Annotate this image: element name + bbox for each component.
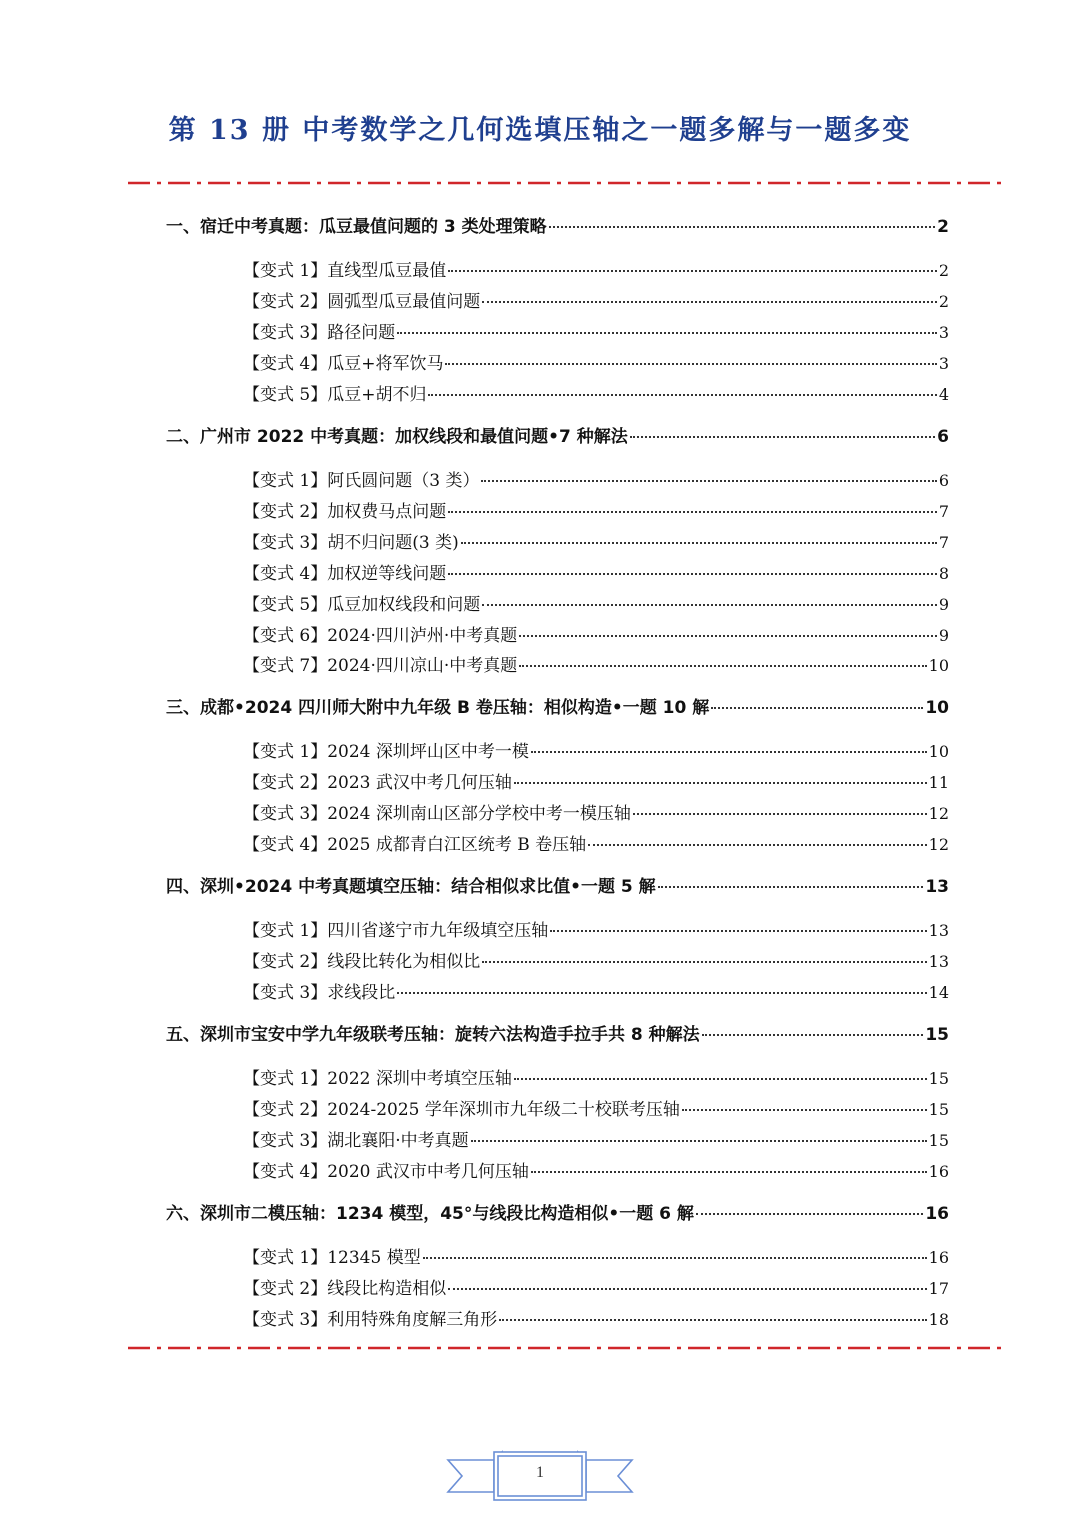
- toc-section[interactable]: [166, 212, 949, 237]
- dot-leader: [397, 992, 926, 994]
- toc-page-number: 7: [938, 533, 949, 552]
- toc-item-title: 【变式 2】2024-2025 学年深圳市九年级二十校联考压轴: [243, 1100, 680, 1120]
- dot-leader: [397, 332, 937, 334]
- toc-item-title: 【变式 6】2024·四川泸州·中考真题: [243, 626, 518, 646]
- dot-leader: [445, 363, 936, 365]
- toc-item[interactable]: [243, 256, 949, 281]
- toc-item-title: 【变式 1】2022 深圳中考填空压轴: [243, 1069, 512, 1089]
- toc-page-number: 15: [928, 1069, 949, 1088]
- dot-leader: [630, 436, 935, 438]
- toc-section-title: 一、宿迁中考真题：瓜豆最值问题的 3 类处理策略: [166, 217, 547, 237]
- toc-item[interactable]: [243, 559, 949, 584]
- toc-page-number: 10: [928, 656, 949, 675]
- dot-leader: [682, 1109, 927, 1111]
- toc-item-title: 【变式 1】四川省遂宁市九年级填空压轴: [243, 921, 549, 941]
- toc-section-title: 四、深圳•2024 中考真题填空压轴：结合相似求比值•一题 5 解: [166, 877, 656, 897]
- toc-item[interactable]: [243, 737, 949, 762]
- toc-item[interactable]: [243, 1095, 949, 1120]
- toc-page-number: 15: [925, 1025, 949, 1045]
- toc-item[interactable]: [243, 799, 949, 824]
- toc-page-number: 17: [928, 1279, 949, 1298]
- toc-item-title: 【变式 2】线段比转化为相似比: [243, 952, 481, 972]
- page-number-ribbon: [446, 1446, 634, 1506]
- dot-leader: [711, 707, 923, 709]
- toc-item-title: 【变式 4】瓜豆+将军饮马: [243, 354, 444, 374]
- dot-leader: [448, 1288, 926, 1290]
- toc-item[interactable]: [243, 497, 949, 522]
- dot-leader: [702, 1034, 924, 1036]
- toc-page-number: 6: [938, 471, 949, 490]
- toc-page-number: 14: [928, 983, 949, 1002]
- dot-leader: [448, 573, 937, 575]
- toc-item[interactable]: [243, 1305, 949, 1330]
- toc-item[interactable]: [243, 768, 949, 793]
- toc-page-number: 8: [938, 564, 949, 583]
- toc-item[interactable]: [243, 1157, 949, 1182]
- toc-item-title: 【变式 5】瓜豆+胡不归: [243, 385, 427, 405]
- dot-leader: [550, 930, 926, 932]
- toc-page-number: 15: [928, 1131, 949, 1150]
- toc-item[interactable]: [243, 978, 949, 1003]
- toc-section[interactable]: [166, 693, 949, 718]
- toc-item[interactable]: [243, 1243, 949, 1268]
- toc-item-title: 【变式 4】2025 成都青白江区统考 B 卷压轴: [243, 835, 587, 855]
- toc-item[interactable]: [243, 466, 949, 491]
- toc-page-number: 2: [938, 292, 949, 311]
- toc-page-number: 6: [937, 427, 949, 447]
- toc-page-number: 4: [938, 385, 949, 404]
- toc-page-number: 12: [928, 804, 949, 823]
- toc-item-title: 【变式 1】12345 模型: [243, 1248, 421, 1268]
- toc-item-title: 【变式 1】阿氏圆问题（3 类）: [243, 471, 480, 491]
- toc-page-number: 15: [928, 1100, 949, 1119]
- top-divider: [128, 181, 1008, 185]
- document-title: 第 13 册 中考数学之几何选填压轴之一题多解与一题多变: [168, 115, 912, 146]
- toc-page-number: 12: [928, 835, 949, 854]
- toc-item[interactable]: [243, 1064, 949, 1089]
- page-number: 1: [536, 1464, 544, 1481]
- dot-leader: [531, 1171, 927, 1173]
- toc-section[interactable]: [166, 1199, 949, 1224]
- toc-page-number: 13: [928, 921, 949, 940]
- toc-item-title: 【变式 1】2024 深圳坪山区中考一模: [243, 742, 529, 762]
- toc-item-title: 【变式 2】2023 武汉中考几何压轴: [243, 773, 512, 793]
- toc-item[interactable]: [243, 651, 949, 676]
- toc-item[interactable]: [243, 1126, 949, 1151]
- toc-item[interactable]: [243, 947, 949, 972]
- toc-item-title: 【变式 4】2020 武汉市中考几何压轴: [243, 1162, 529, 1182]
- toc-page-number: 11: [928, 773, 949, 792]
- toc-page-number: 10: [925, 698, 949, 718]
- toc-page-number: 13: [925, 877, 949, 897]
- dot-leader: [482, 961, 926, 963]
- dot-leader: [531, 751, 927, 753]
- toc-page-number: 2: [938, 261, 949, 280]
- toc-section-title: 三、成都•2024 四川师大附中九年级 B 卷压轴：相似构造•一题 10 解: [166, 698, 710, 718]
- toc-item[interactable]: [243, 287, 949, 312]
- dot-leader: [658, 886, 924, 888]
- toc-section[interactable]: [166, 872, 949, 897]
- dot-leader: [514, 782, 927, 784]
- toc-page-number: 7: [938, 502, 949, 521]
- toc-item-title: 【变式 2】线段比构造相似: [243, 1279, 447, 1299]
- dot-leader: [588, 844, 926, 846]
- toc-section-title: 二、广州市 2022 中考真题：加权线段和最值问题•7 种解法: [166, 427, 628, 447]
- toc-page-number: 16: [928, 1248, 949, 1267]
- dot-leader: [448, 270, 937, 272]
- toc-item-title: 【变式 3】湖北襄阳·中考真题: [243, 1131, 469, 1151]
- toc-item-title: 【变式 5】瓜豆加权线段和问题: [243, 595, 481, 615]
- dot-leader: [448, 511, 937, 513]
- toc-page-number: 18: [928, 1310, 949, 1329]
- toc-item-title: 【变式 3】路径问题: [243, 323, 396, 343]
- dot-leader: [461, 542, 937, 544]
- dot-leader: [633, 813, 927, 815]
- dot-leader: [696, 1213, 923, 1215]
- bottom-divider: [128, 1346, 1008, 1350]
- toc-page-number: 16: [925, 1204, 949, 1224]
- toc-item-title: 【变式 3】2024 深圳南山区部分学校中考一模压轴: [243, 804, 631, 824]
- toc-item[interactable]: [243, 318, 949, 343]
- toc-item[interactable]: [243, 349, 949, 374]
- toc-item-title: 【变式 3】利用特殊角度解三角形: [243, 1310, 498, 1330]
- dot-leader: [519, 635, 937, 637]
- toc-section[interactable]: [166, 422, 949, 447]
- toc-item-title: 【变式 1】直线型瓜豆最值: [243, 261, 447, 281]
- toc-item-title: 【变式 2】圆弧型瓜豆最值问题: [243, 292, 481, 312]
- toc-page-number: 13: [928, 952, 949, 971]
- dot-leader: [499, 1319, 926, 1321]
- dot-leader: [514, 1078, 927, 1080]
- toc-item[interactable]: [243, 380, 949, 405]
- toc-page-number: 3: [938, 323, 949, 342]
- toc-page-number: 10: [928, 742, 949, 761]
- dot-leader: [428, 394, 936, 396]
- toc-item-title: 【变式 3】胡不归问题(3 类): [243, 533, 459, 553]
- toc-page-number: 16: [928, 1162, 949, 1181]
- toc-section[interactable]: [166, 1020, 949, 1045]
- toc-item[interactable]: [243, 590, 949, 615]
- dot-leader: [482, 604, 937, 606]
- dot-leader: [423, 1257, 927, 1259]
- toc-item[interactable]: [243, 621, 949, 646]
- toc-page-number: 3: [938, 354, 949, 373]
- dot-leader: [549, 226, 935, 228]
- toc-item[interactable]: [243, 916, 949, 941]
- dot-leader: [471, 1140, 927, 1142]
- toc-item-title: 【变式 4】加权逆等线问题: [243, 564, 447, 584]
- toc-page-number: 9: [938, 626, 949, 645]
- toc-item-title: 【变式 7】2024·四川凉山·中考真题: [243, 656, 518, 676]
- toc-item[interactable]: [243, 1274, 949, 1299]
- toc-item-title: 【变式 2】加权费马点问题: [243, 502, 447, 522]
- dot-leader: [482, 301, 937, 303]
- toc-page-number: 2: [937, 217, 949, 237]
- toc-item[interactable]: [243, 830, 949, 855]
- toc-section-title: 五、深圳市宝安中学九年级联考压轴：旋转六法构造手拉手共 8 种解法: [166, 1025, 700, 1045]
- dot-leader: [519, 665, 926, 667]
- dot-leader: [481, 480, 936, 482]
- toc-page-number: 9: [938, 595, 949, 614]
- toc-section-title: 六、深圳市二模压轴：1234 模型，45°与线段比构造相似•一题 6 解: [166, 1204, 694, 1224]
- toc-item[interactable]: [243, 528, 949, 553]
- toc-item-title: 【变式 3】求线段比: [243, 983, 396, 1003]
